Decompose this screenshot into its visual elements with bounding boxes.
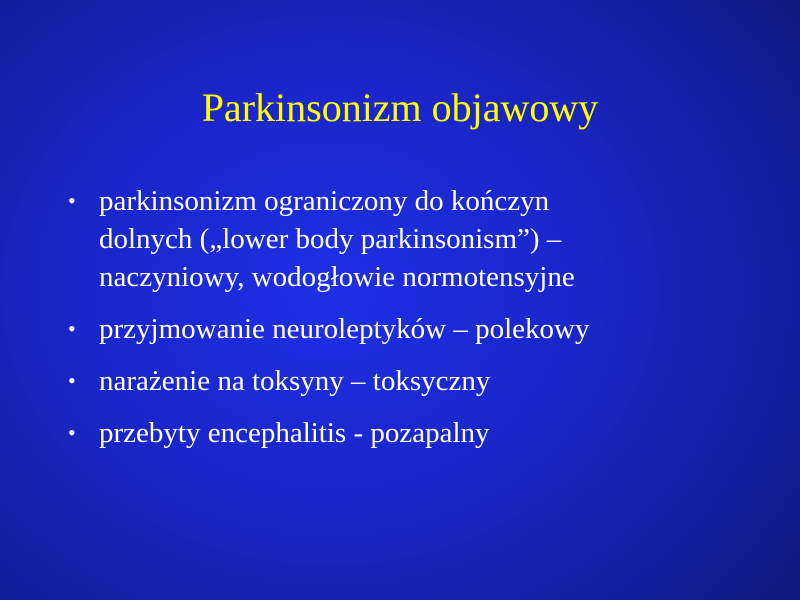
bullet-text-lower-body: parkinsonizm ograniczony do kończyn dolnych („lower body parkinsonism”) – naczyniowy, wodogłowie normotensyjne	[99, 185, 575, 293]
bullet-icon: •	[68, 420, 76, 445]
slide-title: Parkinsonizm objawowy	[201, 85, 599, 130]
bullet-icon: •	[68, 188, 76, 213]
bullet-item-toxins	[68, 362, 768, 400]
bullet-icon: •	[68, 368, 76, 393]
bullet-item-neuroleptics	[68, 310, 768, 348]
bullet-item-encephalitis	[68, 414, 768, 452]
bullet-item-lower-body	[68, 182, 768, 296]
bullet-text-neuroleptics: przyjmowanie neuroleptyków – polekowy	[99, 313, 590, 345]
bullet-list	[68, 182, 768, 466]
bullet-text-toxins: narażenie na toksyny – toksyczny	[99, 365, 491, 397]
bullet-text-encephalitis: przebyty encephalitis - pozapalny	[99, 417, 490, 449]
bullet-icon: •	[68, 316, 76, 341]
